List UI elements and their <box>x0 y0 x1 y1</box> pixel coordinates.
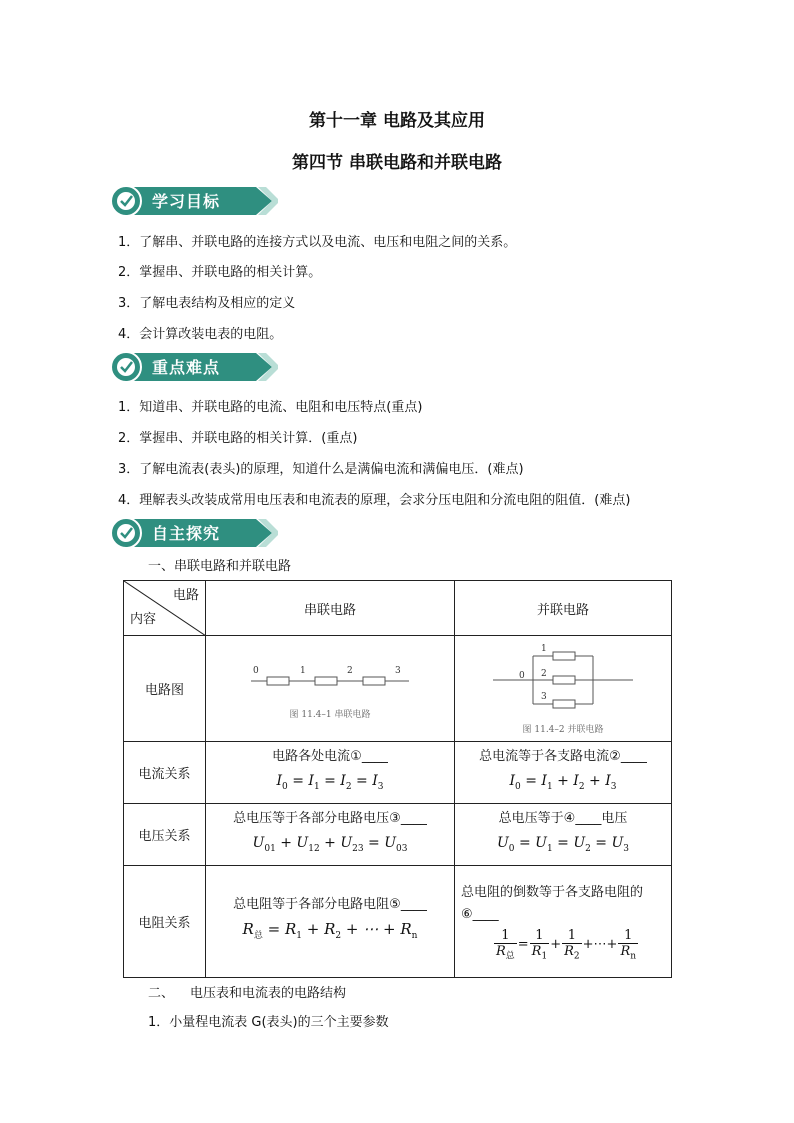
series-current-text: 电路各处电流①____ <box>272 748 388 764</box>
parallel-branch-label: 1 <box>541 644 547 654</box>
chapter-title: 第十一章 电路及其应用 <box>309 111 485 131</box>
parallel-branch-label: 2 <box>541 669 547 679</box>
row-label-voltage: 电压关系 <box>124 804 206 866</box>
circuit-table <box>123 580 672 978</box>
part2-number: 二、 <box>148 986 175 1001</box>
series-resistance-cell <box>206 866 455 978</box>
keypoint-item: 2．掌握串、并联电路的相关计算．(重点) <box>118 431 358 446</box>
banner-keypoints <box>108 349 278 385</box>
parallel-resistance-cell <box>455 866 672 978</box>
parallel-circuit-diagram <box>483 642 643 722</box>
series-resistance-formula: $R_总 = R_1 + R_2$ + ⋯ + $R_n$ <box>242 920 418 941</box>
series-node-label: 0 <box>253 666 259 676</box>
banner-goals <box>108 183 278 219</box>
series-node-label: 3 <box>395 666 401 676</box>
table-corner <box>124 581 206 636</box>
part2-heading: 电压表和电流表的电路结构 <box>190 986 347 1001</box>
parallel-node-label: 0 <box>519 671 525 681</box>
keypoint-item: 1．知道串、并联电路的电流、电阻和电压特点(重点) <box>118 400 423 415</box>
series-node-label: 1 <box>300 666 306 676</box>
goal-item: 1．了解串、并联电路的连接方式以及电流、电压和电阻之间的关系。 <box>118 235 517 250</box>
banner-keypoints-label: 重点难点 <box>152 358 221 377</box>
banner-explore <box>108 515 278 551</box>
banner-goals-label: 学习目标 <box>152 192 221 211</box>
corner-bottom-label: 内容 <box>130 612 157 627</box>
keypoint-item: 3．了解电流表(表头)的原理，知道什么是满偏电流和满偏电压．(难点) <box>118 462 524 477</box>
row-label-current: 电流关系 <box>124 742 206 804</box>
row-label-resistance: 电阻关系 <box>124 866 206 978</box>
item1-text: 1．小量程电流表 G(表头)的三个主要参数 <box>148 1015 389 1030</box>
series-current-cell <box>206 742 455 804</box>
series-diagram-cell <box>206 636 455 742</box>
goal-item: 2．掌握串、并联电路的相关计算。 <box>118 265 322 280</box>
parallel-current-text: 总电流等于各支路电流②____ <box>479 748 647 764</box>
parallel-current-formula: $I_0 = I_1 + I_2 + I_3$ <box>509 772 617 792</box>
goal-item: 4．会计算改装电表的电阻。 <box>118 327 283 342</box>
parallel-resistance-text: 总电阻的倒数等于各支路电阻的 <box>461 884 644 900</box>
series-circuit-diagram <box>245 657 415 707</box>
series-current-formula: $I_0 = I_1 = I_2 = I_3$ <box>276 772 384 792</box>
goal-item: 3．了解电表结构及相应的定义 <box>118 296 296 311</box>
keypoint-item: 4．理解表头改装成常用电压表和电流表的原理，会求分压电阻和分流电阻的阻值．(难点) <box>118 493 631 508</box>
series-voltage-cell <box>206 804 455 866</box>
parallel-resistance-blank: ⑥____ <box>461 906 499 922</box>
parallel-diagram-cell <box>455 636 672 742</box>
parallel-figure-caption: 图 11.4–2 并联电路 <box>522 725 604 735</box>
corner-top-label: 电路 <box>172 588 199 603</box>
series-voltage-text: 总电压等于各部分电路电压③____ <box>233 810 427 826</box>
parallel-voltage-text: 总电压等于④____电压 <box>498 810 628 826</box>
section-title: 第四节 串联电路和并联电路 <box>292 153 502 173</box>
series-resistance-text: 总电阻等于各部分电路电阻⑤____ <box>233 897 427 912</box>
parallel-voltage-cell <box>455 804 672 866</box>
header-series: 串联电路 <box>206 581 455 636</box>
parallel-branch-label: 3 <box>541 692 547 702</box>
series-node-label: 2 <box>347 666 353 676</box>
series-figure-caption: 图 11.4–1 串联电路 <box>289 710 371 720</box>
header-parallel: 并联电路 <box>455 581 672 636</box>
parallel-resistance-formula: $\frac{1}{R_总}$ = $\frac{1}{R_1}$ + $\frac{1}{R_2}$ +⋯+ $\frac{1}{R_n}$ <box>495 927 637 962</box>
banner-explore-label: 自主探究 <box>152 524 221 543</box>
series-voltage-formula: $U_{01} + U_{12} + U_{23} = U_{03}$ <box>252 834 408 854</box>
row-label-diagram: 电路图 <box>124 636 206 742</box>
parallel-voltage-formula: $U_0 = U_1 = U_2 = U_3$ <box>496 834 630 854</box>
part1-heading: 一、串联电路和并联电路 <box>148 559 292 574</box>
parallel-current-cell <box>455 742 672 804</box>
